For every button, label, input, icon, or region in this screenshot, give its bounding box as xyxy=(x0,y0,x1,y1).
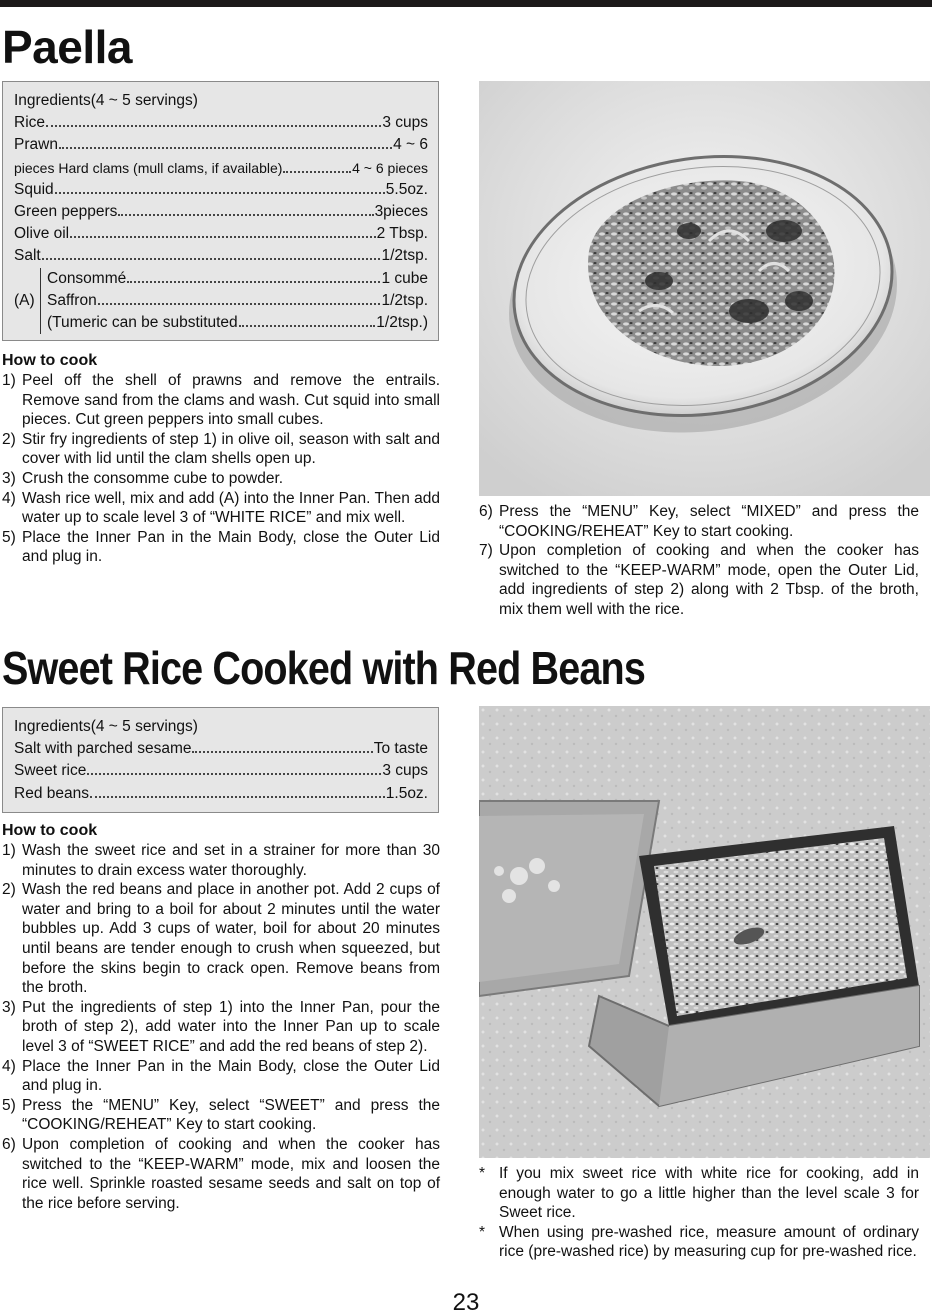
step-item: 5) Press the “MENU” Key, select “SWEET” and press the “COOKING/REHEAT” Key to start cooking. xyxy=(2,1096,440,1134)
ingredient-row: Olive oil 2 Tbsp. xyxy=(14,225,428,243)
sweet-rice-ingredients-box xyxy=(2,707,439,813)
paella-ingredients-box xyxy=(2,81,439,341)
paella-how-to-cook xyxy=(2,351,440,567)
page-number: 23 xyxy=(452,1289,480,1316)
paella-steps-continued xyxy=(479,502,919,620)
ingredient-row: Saffron 1/2tsp. xyxy=(47,291,428,309)
step-item: 2) Wash the red beans and place in another pot. Add 2 cups of water and bring to a boil for about 2 minutes until the water bubbles up. Add 3 cups of water, boil for about 20 minutes until beans are tender enough to crush when squeezed, but before the skins begin to crack open. Remove beans from the broth. xyxy=(2,881,440,997)
ingredient-group-a xyxy=(14,268,428,335)
step-item: 2) Stir fry ingredients of step 1) in olive oil, season with salt and cover with lid until the clam shells open up. xyxy=(2,430,440,468)
sweet-rice-notes xyxy=(479,1164,919,1262)
ingredient-row: Consommé 1 cube xyxy=(47,269,428,287)
note-item: * If you mix sweet rice with white rice for cooking, add in enough water to go a little higher than the level scale 3 for Sweet rice. xyxy=(479,1165,919,1222)
paella-title: Paella xyxy=(2,21,132,73)
step-item: 6) Press the “MENU” Key, select “MIXED” and press the “COOKING/REHEAT” Key to start cooking. xyxy=(479,503,919,540)
ingredients-header: Ingredients(4 ~ 5 servings) xyxy=(14,718,198,735)
ingredient-row: Rice 3 cups xyxy=(14,114,428,132)
ingredient-row: Sweet rice 3 cups xyxy=(14,762,428,780)
sweet-rice-box-image xyxy=(479,706,930,1158)
how-to-cook-heading: How to cook xyxy=(2,352,98,369)
sweet-rice-how-to-cook xyxy=(2,821,440,1213)
group-bracket xyxy=(40,268,428,335)
ingredient-row: Green peppers 3pieces xyxy=(14,203,428,221)
step-item: 1) Wash the sweet rice and set in a strainer for more than 30 minutes to drain excess water thoroughly. xyxy=(2,842,440,879)
group-label: (A) xyxy=(14,291,35,309)
step-item: 4) Wash rice well, mix and add (A) into the Inner Pan. Then add water up to scale level 3 of “WHITE RICE” and mix well. xyxy=(2,489,440,527)
step-item: 3) Crush the consomme cube to powder. xyxy=(2,469,284,487)
ingredient-row: Red beans 1.5oz. xyxy=(14,784,428,802)
step-item: 3) Put the ingredients of step 1) into the Inner Pan, pour the broth of step 2), add water into the Inner Pan up to scale level 3 of “SWEET RICE” and add the red beans of step 2). xyxy=(2,998,440,1055)
ingredient-row: Squid 5.5oz. xyxy=(14,180,428,198)
step-item: 4) Place the Inner Pan in the Main Body, close the Outer Lid and plug in. xyxy=(2,1057,440,1095)
ingredient-row: pieces Hard clams (mull clams, if available) 4 ~ 6 pieces xyxy=(14,159,428,176)
step-item: 5) Place the Inner Pan in the Main Body, close the Outer Lid and plug in. xyxy=(2,528,440,566)
sweet-rice-photo xyxy=(479,706,930,1158)
sweet-rice-title: Sweet Rice Cooked with Red Beans xyxy=(2,642,645,694)
step-item: 1) Peel off the shell of prawns and remove the entrails. Remove sand from the clams and wash. Cut squid into small pieces. Cut green peppers into small cubes. xyxy=(2,372,440,429)
step-item: 7) Upon completion of cooking and when the cooker has switched to the “KEEP-WARM” mode, open the Outer Lid, add ingredients of step 2) along with 2 Tbsp. of the broth, mix them well with the rice. xyxy=(479,542,919,618)
ingredient-row: Salt with parched sesame To taste xyxy=(14,740,428,758)
step-item: 6) Upon completion of cooking and when the cooker has switched to the “KEEP-WARM” mode, mix and loosen the rice well. Sprinkle roasted sesame seeds and salt on top of the rice before serving. xyxy=(2,1135,440,1212)
ingredients-header: Ingredients(4 ~ 5 servings) xyxy=(14,92,198,109)
ingredient-row: Salt 1/2tsp. xyxy=(14,247,428,265)
ingredient-row: Prawn 4 ~ 6 xyxy=(14,136,428,154)
ingredient-row: (Tumeric can be substituted 1/2tsp.) xyxy=(47,314,428,332)
top-rule xyxy=(0,0,932,7)
paella-plate-image xyxy=(479,81,930,496)
paella-photo xyxy=(479,81,930,496)
how-to-cook-heading: How to cook xyxy=(2,822,98,839)
note-item: * When using pre-washed rice, measure amount of ordinary rice (pre-washed rice) by measuring cup for pre-washed rice. xyxy=(479,1223,919,1261)
